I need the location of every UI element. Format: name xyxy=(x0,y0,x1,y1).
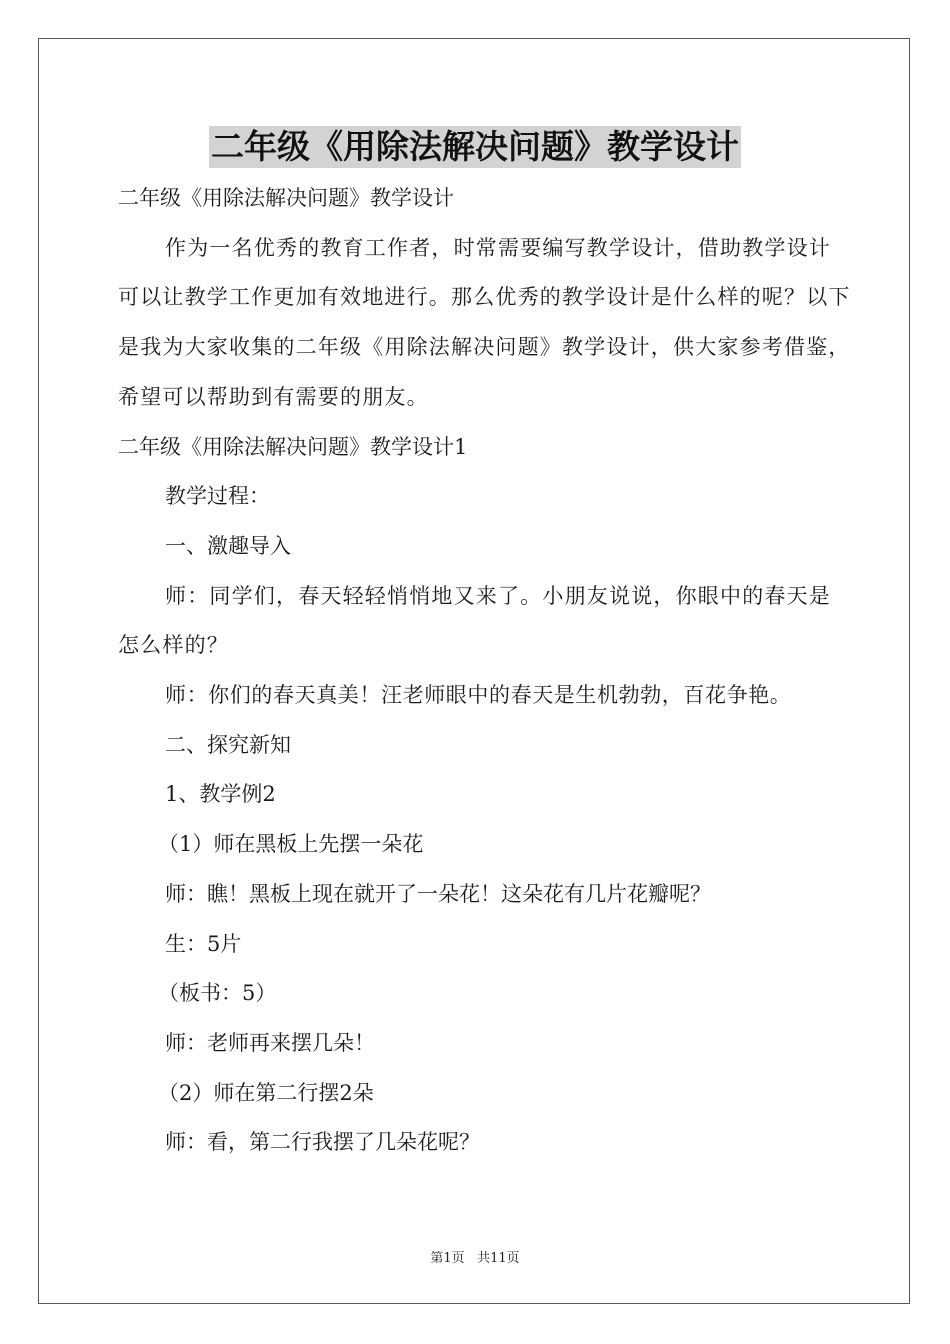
paragraph-process: 教学过程： xyxy=(165,484,270,509)
paragraph-intro: 作为一名优秀的教育工作者，时常需要编写教学设计，借助教学设计可以让教学工作更加有效地进行。那么优秀的教学设计是什么样的呢？以下是我为大家收集的二年级《用除法解决问题》教学设计，供大家参考借鉴，希望可以帮助到有需要的朋友。 xyxy=(118,235,851,409)
page-number: 第1页 xyxy=(430,1251,465,1266)
document-title: 二年级《用除法解决问题》教学设计 xyxy=(211,127,739,166)
paragraph-teacher-more: 师：老师再来摆几朵！ xyxy=(165,1030,375,1055)
paragraph-teacher-second-row: 师：看，第二行我摆了几朵花呢？ xyxy=(165,1130,480,1155)
title-container xyxy=(0,126,950,168)
paragraph-teacher-reply: 师：你们的春天真美！汪老师眼中的春天是生机勃勃，百花争艳。 xyxy=(165,683,792,708)
paragraph-action-two: （2）师在第二行摆2朵 xyxy=(158,1080,374,1105)
paragraph-action-one: （1）师在黑板上先摆一朵花 xyxy=(158,832,424,857)
document-body xyxy=(118,174,852,1168)
paragraph-student-answer: 生：5片 xyxy=(165,931,242,956)
paragraph-step-two: 二、探究新知 xyxy=(165,732,291,757)
paragraph-teacher-spring: 师：同学们，春天轻轻悄悄地又来了。小朋友说说，你眼中的春天是怎么样的？ xyxy=(118,583,831,658)
page-footer xyxy=(0,1247,950,1266)
paragraph-step-one: 一、激趣导入 xyxy=(165,533,291,558)
paragraph-subtitle: 二年级《用除法解决问题》教学设计 xyxy=(118,186,454,210)
page-total: 共11页 xyxy=(477,1251,520,1266)
paragraph-section-heading: 二年级《用除法解决问题》教学设计1 xyxy=(118,434,468,459)
paragraph-board-note: （板书：5） xyxy=(158,981,277,1006)
paragraph-example: 1、教学例2 xyxy=(165,782,276,807)
paragraph-teacher-look: 师：瞧！黑板上现在就开了一朵花！这朵花有几片花瓣呢？ xyxy=(165,881,711,906)
